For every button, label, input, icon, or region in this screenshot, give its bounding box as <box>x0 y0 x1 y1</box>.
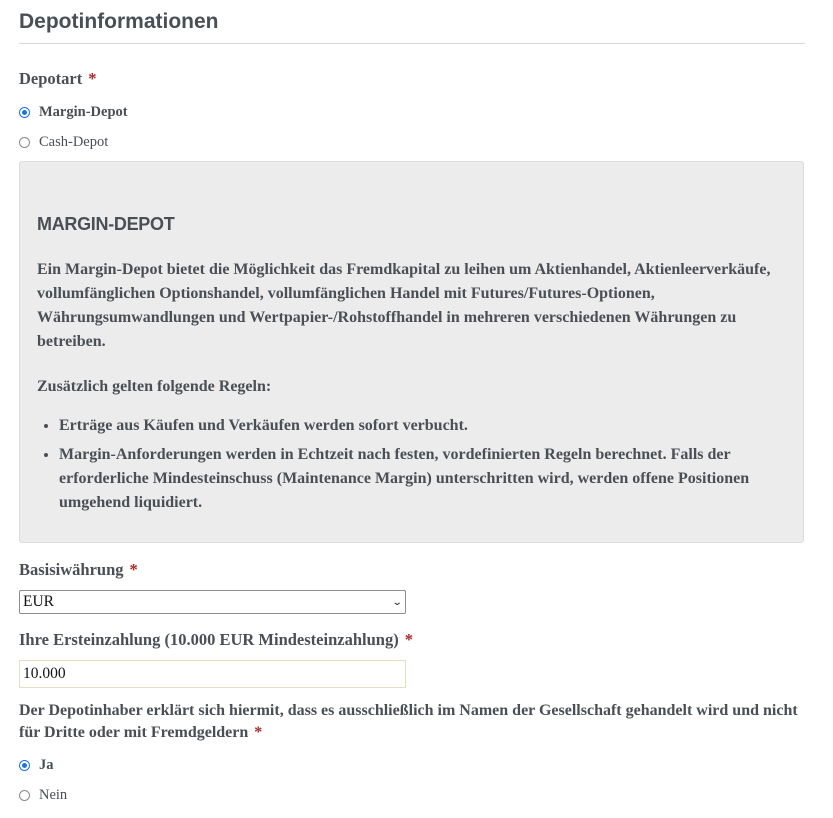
required-marker: * <box>404 630 413 649</box>
radio-cash-depot[interactable] <box>19 134 108 151</box>
base-currency-label-text: Basisiwährung <box>19 560 124 579</box>
required-marker: * <box>88 69 97 88</box>
radio-label[interactable]: Cash-Depot <box>39 134 109 150</box>
rule-item: • Erträge aus Käufen und Verkäufen werden sofort verbucht. <box>59 414 787 438</box>
radio-checked-icon[interactable] <box>19 760 30 771</box>
rules-intro: Zusätzlich gelten folgende Regeln: <box>37 378 272 395</box>
depot-type-label <box>19 69 96 89</box>
radio-unchecked-icon[interactable] <box>19 137 30 148</box>
info-paragraph: Ein Margin-Depot bietet die Möglichkeit das Fremdkapital zu leihen um Aktienhandel, Aktienleerverkäufe, vollumfänglichen Optionshandel, vollumfänglichen Handel mit Futures/Futures-Optionen, Währungsumwandlungen und Wertpapier-/Rohstoffhandel in mehreren verschiedenen Währungen zu betreiben. <box>37 261 771 350</box>
radio-label[interactable]: Nein <box>39 787 68 803</box>
title-divider <box>19 43 805 44</box>
declaration-label-text: Der Depotinhaber erklärt sich hiermit, dass es ausschließlich im Namen der Gesellschaft gehandelt wird und nicht für Dritte oder mit Fremdgeldern <box>19 702 798 741</box>
info-heading: MARGIN-DEPOT <box>37 214 175 234</box>
base-currency-label <box>19 560 138 580</box>
selected-value[interactable]: EUR <box>23 593 54 610</box>
chevron-down-icon[interactable]: ⌄ <box>391 596 403 608</box>
depot-type-label-text: Depotart <box>19 69 83 88</box>
radio-nein[interactable] <box>19 787 67 804</box>
radio-unchecked-icon[interactable] <box>19 790 30 801</box>
radio-ja[interactable] <box>19 757 54 774</box>
margin-depot-info-box <box>19 161 804 543</box>
radio-checked-icon[interactable] <box>19 107 30 118</box>
initial-deposit-input[interactable] <box>19 660 406 688</box>
rule-item: • Margin-Anforderungen werden in Echtzeit nach festen, vordefinierten Regeln berechnet. Falls der erforderliche Mindesteinschuss (Maintenance Margin) unterschritten wird, werden offene Positionen umgehend liquidiert. <box>59 443 787 515</box>
required-marker: * <box>254 724 263 741</box>
required-marker: * <box>129 560 138 579</box>
initial-deposit-label-text: Ihre Ersteinzahlung (10.000 EUR Mindesteinzahlung) <box>19 630 399 649</box>
rules-list <box>37 414 787 520</box>
declaration-label <box>19 700 809 744</box>
radio-margin-depot[interactable] <box>19 104 128 121</box>
section-title: Depotinformationen <box>19 10 219 33</box>
radio-label[interactable]: Margin-Depot <box>39 104 128 120</box>
initial-deposit-label <box>19 630 413 650</box>
base-currency-select[interactable] <box>19 590 406 614</box>
radio-label[interactable]: Ja <box>39 757 54 773</box>
